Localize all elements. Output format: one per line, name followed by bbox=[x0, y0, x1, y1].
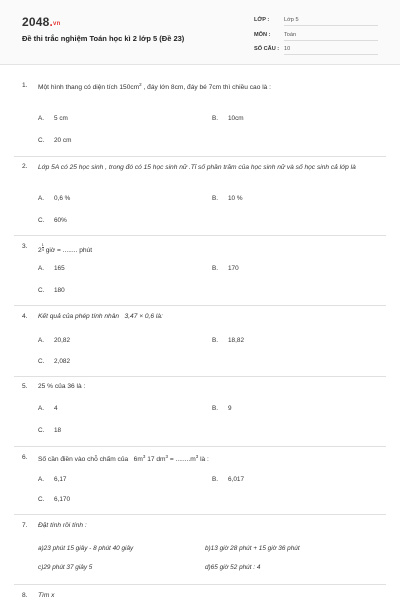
meta-value-class: Lớp 5 bbox=[284, 17, 299, 23]
question-text: Lớp 5A có 25 học sinh , trong đó có 15 học sinh nữ .Tỉ số phần trăm của học sinh nữ và số học sinh cả lớp là bbox=[38, 164, 356, 171]
option-c[interactable]: C. 18 bbox=[38, 427, 62, 434]
question-text: Số cần điền vào chỗ chấm của $6m^3$ 17 $dm^3 = ........m^3$ là : bbox=[38, 454, 209, 463]
option-b[interactable]: B. 18,82 bbox=[212, 337, 244, 344]
question-number: 3. bbox=[22, 243, 28, 250]
option-b[interactable]: B. 6,017 bbox=[212, 476, 244, 483]
question-text: Đặt tính rồi tính : bbox=[38, 522, 87, 529]
question-text: 25 % của 36 là : bbox=[38, 383, 86, 390]
option-c[interactable]: C. 180 bbox=[38, 287, 65, 294]
sub-question-b: b)13 giờ 28 phút + 15 giờ 36 phút bbox=[205, 545, 300, 552]
question-number: 6. bbox=[22, 454, 28, 461]
question-text: 2 $\frac{1}{4}$ giờ = ........ phút bbox=[38, 242, 93, 254]
option-a[interactable]: A. 5 cm bbox=[38, 115, 68, 122]
option-c[interactable]: C. 20 cm bbox=[38, 137, 72, 144]
option-a[interactable]: A. 20,82 bbox=[38, 337, 70, 344]
sub-question-a: a)23 phút 15 giây - 8 phút 40 giây bbox=[38, 545, 134, 552]
meta-underline bbox=[284, 40, 378, 41]
sub-question-c: c)29 phút 37 giây 5 bbox=[38, 564, 93, 571]
option-c[interactable]: C. 2,082 bbox=[38, 358, 70, 365]
question-divider bbox=[14, 305, 386, 306]
logo-main: 2048 bbox=[22, 15, 50, 29]
question-text: Kết quả của phép tính nhân 3,47 × 0,6 là: bbox=[38, 313, 163, 320]
question-divider bbox=[14, 156, 386, 157]
question-divider bbox=[14, 446, 386, 447]
option-b[interactable]: B. 170 bbox=[212, 265, 239, 272]
question-divider bbox=[14, 376, 386, 377]
question-text: Tìm x bbox=[38, 592, 55, 599]
question-number: 4. bbox=[22, 313, 28, 320]
question-number: 1. bbox=[22, 82, 28, 89]
logo-sub: vn bbox=[53, 21, 61, 27]
option-c[interactable]: C. 6,170 bbox=[38, 496, 70, 503]
meta-label-count: SỐ CÂU : bbox=[254, 46, 280, 52]
logo-dot: . bbox=[49, 15, 54, 29]
exam-title: Đề thi trắc nghiệm Toán học kì 2 lớp 5 (Đề 23) bbox=[22, 34, 185, 43]
option-a[interactable]: A. 4 bbox=[38, 405, 58, 412]
question-number: 8. bbox=[22, 592, 28, 599]
meta-label-subject: MÔN : bbox=[254, 32, 271, 38]
question-number: 7. bbox=[22, 522, 28, 529]
option-b[interactable]: B. 10 % bbox=[212, 195, 243, 202]
option-b[interactable]: B. 9 bbox=[212, 405, 232, 412]
question-number: 2. bbox=[22, 163, 28, 170]
meta-underline bbox=[284, 54, 378, 55]
question-divider bbox=[14, 584, 386, 585]
meta-value-count: 10 bbox=[284, 46, 291, 52]
exam-header bbox=[0, 0, 400, 65]
sub-question-d: d)65 giờ 52 phút : 4 bbox=[205, 564, 261, 571]
site-logo[interactable] bbox=[22, 15, 60, 29]
option-a[interactable]: A. 0,6 % bbox=[38, 195, 71, 202]
question-divider bbox=[14, 514, 386, 515]
option-a[interactable]: A. 6,17 bbox=[38, 476, 67, 483]
meta-label-class: LỚP : bbox=[254, 17, 270, 23]
question-divider bbox=[14, 235, 386, 236]
question-number: 5. bbox=[22, 383, 28, 390]
meta-value-subject: Toán bbox=[284, 32, 297, 38]
option-a[interactable]: A. 165 bbox=[38, 265, 65, 272]
meta-underline bbox=[284, 25, 378, 26]
question-text: Một hình thang có diện tích $150cm^2$ , đáy lớn 8cm, đáy bé 7cm thì chiều cao là : bbox=[38, 82, 271, 91]
option-b[interactable]: B. 10cm bbox=[212, 115, 244, 122]
option-c[interactable]: C. 60% bbox=[38, 217, 67, 224]
